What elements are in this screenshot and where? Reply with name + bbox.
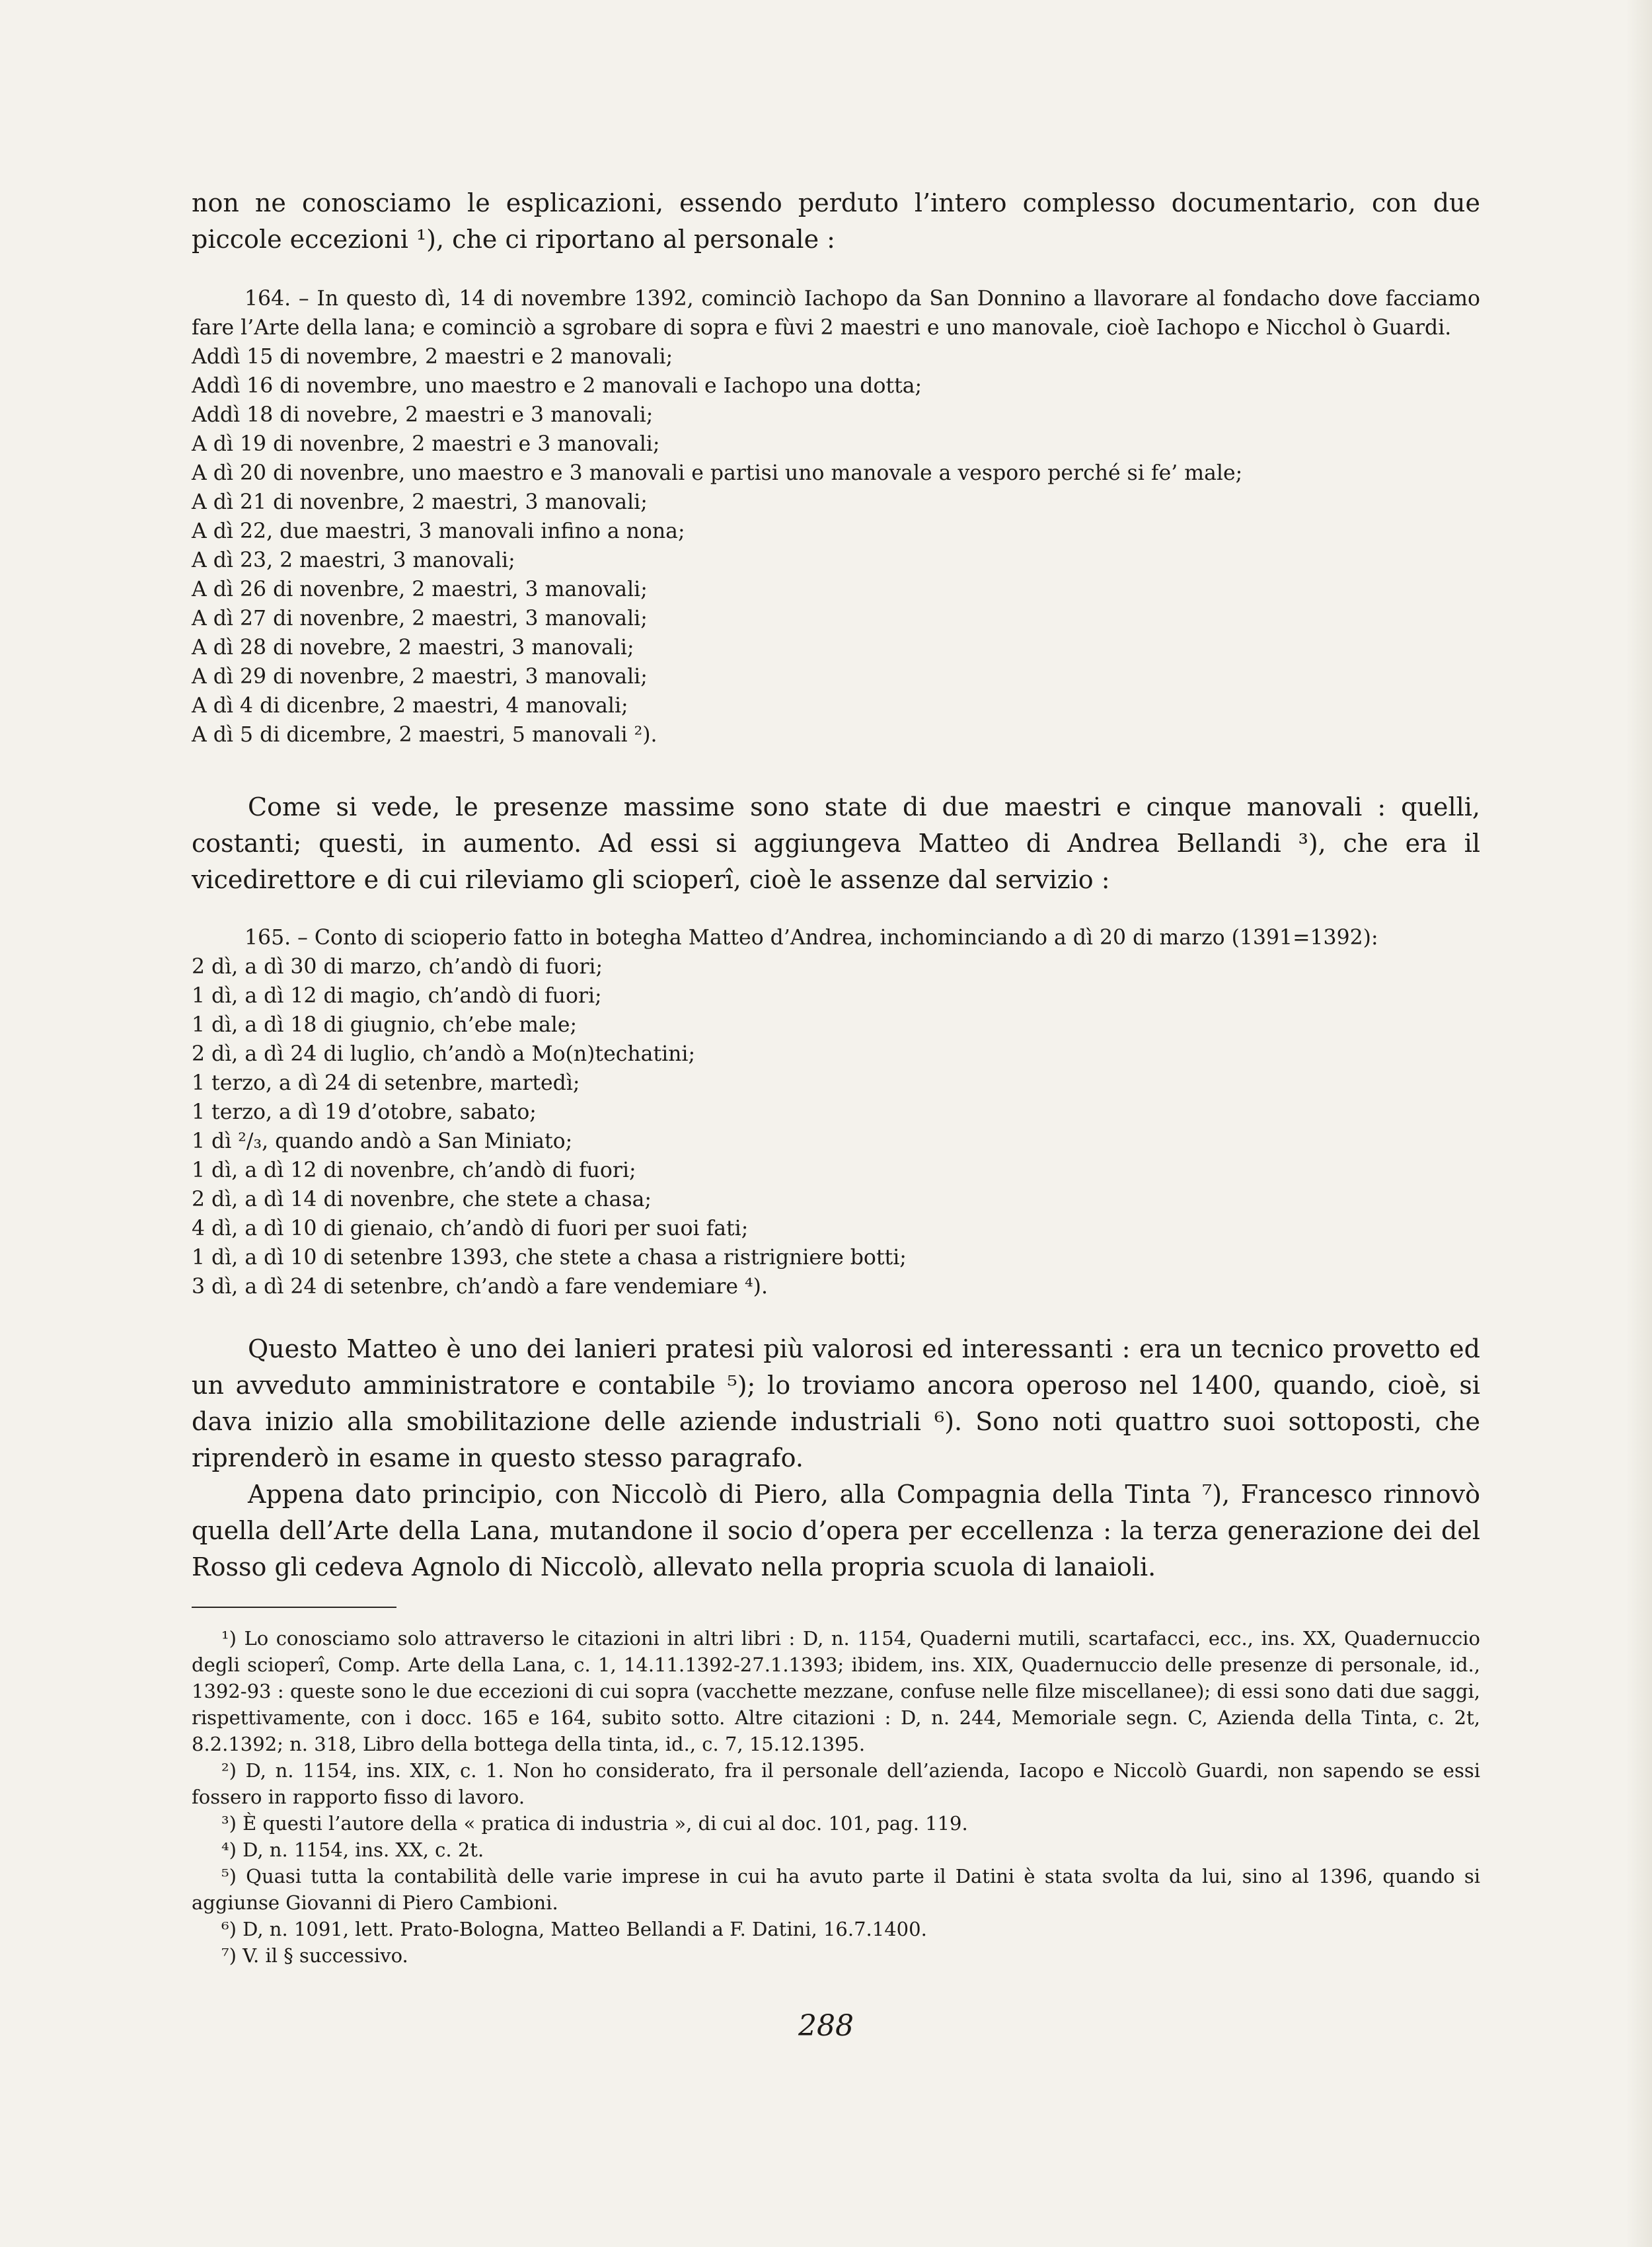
- footnotes: [192, 1625, 1480, 1969]
- footnote-rule: [192, 1607, 396, 1608]
- document-165: [192, 923, 1480, 1301]
- doc-164-line: Addì 15 di novembre, 2 maestri e 2 manovali;: [192, 345, 673, 369]
- text-column: [192, 185, 1480, 1969]
- doc-164-line: A dì 27 di novenbre, 2 maestri, 3 manovali;: [192, 607, 648, 630]
- footnote: ⁶) D, n. 1091, lett. Prato-Bologna, Matteo Bellandi a F. Datini, 16.7.1400.: [221, 1918, 927, 1940]
- doc-165-line: 1 dì, a dì 12 di novenbre, ch’andò di fuori;: [192, 1159, 636, 1182]
- paragraph-1: non ne conosciamo le esplicazioni, essendo perduto l’intero complesso documentario, con due piccole eccezioni ¹), che ci riportano al personale :: [192, 188, 1480, 254]
- doc-165-line: 2 dì, a dì 14 di novenbre, che stete a chasa;: [192, 1188, 652, 1211]
- doc-164-line: A dì 21 di novenbre, 2 maestri, 3 manovali;: [192, 490, 648, 514]
- doc-164-line: A dì 5 di dicembre, 2 maestri, 5 manovali ²).: [192, 723, 657, 747]
- doc-164-line: A dì 22, due maestri, 3 manovali infino a nona;: [192, 519, 685, 543]
- doc-164-line: Addì 16 di novembre, uno maestro e 2 manovali e Iachopo una dotta;: [192, 374, 922, 398]
- paragraph-3: Questo Matteo è uno dei lanieri pratesi più valorosi ed interessanti : era un tecnico provetto ed un avveduto amministratore e contabile ⁵); lo troviamo ancora operoso nel 1400, quando, cioè, si dava inizio alla smobilitazione delle aziende industriali ⁶). Sono noti quattro suoi sottoposti, che riprenderò in esame in questo stesso paragrafo.: [192, 1334, 1480, 1472]
- doc-165-line: 2 dì, a dì 24 di luglio, ch’andò a Mo(n)techatini;: [192, 1042, 696, 1066]
- document-164: [192, 284, 1480, 749]
- doc-165-line: 1 dì, a dì 10 di setenbre 1393, che stete a chasa a ristrigniere botti;: [192, 1246, 907, 1270]
- doc-164-line: A dì 29 di novenbre, 2 maestri, 3 manovali;: [192, 665, 648, 689]
- doc-164-line: Addì 18 di novebre, 2 maestri e 3 manovali;: [192, 403, 654, 427]
- doc-165-line: 1 dì, a dì 18 di giugnio, ch’ebe male;: [192, 1013, 578, 1037]
- page-number: 288: [798, 2009, 854, 2043]
- footnote: ²) D, n. 1154, ins. XIX, c. 1. Non ho considerato, fra il personale dell’azienda, Iacopo e Niccolò Guardi, non sapendo se essi fossero in rapporto fisso di lavoro.: [192, 1759, 1480, 1808]
- doc-165-line: 1 dì, a dì 12 di magio, ch’andò di fuori;: [192, 984, 602, 1008]
- doc-165-line: 3 dì, a dì 24 di setenbre, ch’andò a fare vendemiare ⁴).: [192, 1275, 768, 1299]
- doc-165-line: 1 terzo, a dì 19 d’otobre, sabato;: [192, 1100, 537, 1124]
- paragraph-2: Come si vede, le presenze massime sono state di due maestri e cinque manovali : quelli, costanti; questi, in aumento. Ad essi si aggiungeva Matteo di Andrea Bellandi ³), che era il vicedirettore e di cui rileviamo gli scioperî, cioè le assenze dal servizio :: [192, 792, 1480, 894]
- doc-164-line: A dì 28 di novebre, 2 maestri, 3 manovali;: [192, 636, 634, 660]
- footnote: ³) È questi l’autore della « pratica di industria », di cui al doc. 101, pag. 119.: [221, 1812, 968, 1835]
- doc-165-line: 2 dì, a dì 30 di marzo, ch’andò di fuori;: [192, 955, 603, 979]
- doc-164-intro: 164. – In questo dì, 14 di novembre 1392, cominciò Iachopo da San Donnino a llavorare al fondacho dove facciamo fare l’Arte della lana; e cominciò a sgrobare di sopra e fùvi 2 maestri e uno manovale, cioè Iachopo e Nicchol ò Guardi.: [192, 287, 1480, 340]
- doc-165-intro: 165. – Conto di scioperio fatto in botegha Matteo d’Andrea, inchominciando a dì 20 di marzo (1391=1392):: [244, 926, 1378, 950]
- doc-165-line: 1 dì ²/₃, quando andò a San Miniato;: [192, 1129, 573, 1153]
- footnote: ⁷) V. il § successivo.: [221, 1944, 408, 1967]
- footnote: ¹) Lo conosciamo solo attraverso le citazioni in altri libri : D, n. 1154, Quaderni mutili, scartafacci, ecc., ins. XX, Quadernuccio degli scioperî, Comp. Arte della Lana, c. 1, 14.11.1392-27.1.1393; ibidem, ins. XIX, Quadernuccio delle presenze di personale, id., 1392-93 : queste sono le due eccezioni di cui sopra (vacchette mezzane, confuse nelle filze miscellanee); di essi sono dati due saggi, rispettivamente, con i docc. 165 e 164, subito sotto. Altre citazioni : D, n. 244, Memoriale segn. C, Azienda della Tinta, c. 2t, 8.2.1392; n. 318, Libro della bottega della tinta, id., c. 7, 15.12.1395.: [192, 1627, 1480, 1755]
- doc-164-line: A dì 20 di novenbre, uno maestro e 3 manovali e partisi uno manovale a vesporo perché si fe’ male;: [192, 461, 1243, 485]
- paragraph-4: Appena dato principio, con Niccolò di Piero, alla Compagnia della Tinta ⁷), Francesco rinnovò quella dell’Arte della Lana, mutandone il socio d’opera per eccellenza : la terza generazione dei del Rosso gli cedeva Agnolo di Niccolò, allevato nella propria scuola di lanaioli.: [192, 1480, 1480, 1581]
- page-edge-shadow: [1626, 0, 1652, 2247]
- doc-164-line: A dì 23, 2 maestri, 3 manovali;: [192, 549, 515, 572]
- doc-164-line: A dì 19 di novenbre, 2 maestri e 3 manovali;: [192, 432, 660, 456]
- doc-164-line: A dì 26 di novenbre, 2 maestri, 3 manovali;: [192, 578, 648, 601]
- doc-164-line: A dì 4 di dicenbre, 2 maestri, 4 manovali;: [192, 694, 628, 718]
- doc-165-line: 1 terzo, a dì 24 di setenbre, martedì;: [192, 1071, 580, 1095]
- footnote: ⁵) Quasi tutta la contabilità delle varie imprese in cui ha avuto parte il Datini è stata svolta da lui, sino al 1396, quando si aggiunse Giovanni di Piero Cambioni.: [192, 1865, 1480, 1914]
- footnote: ⁴) D, n. 1154, ins. XX, c. 2t.: [221, 1839, 484, 1861]
- doc-165-line: 4 dì, a dì 10 di gienaio, ch’andò di fuori per suoi fati;: [192, 1217, 749, 1240]
